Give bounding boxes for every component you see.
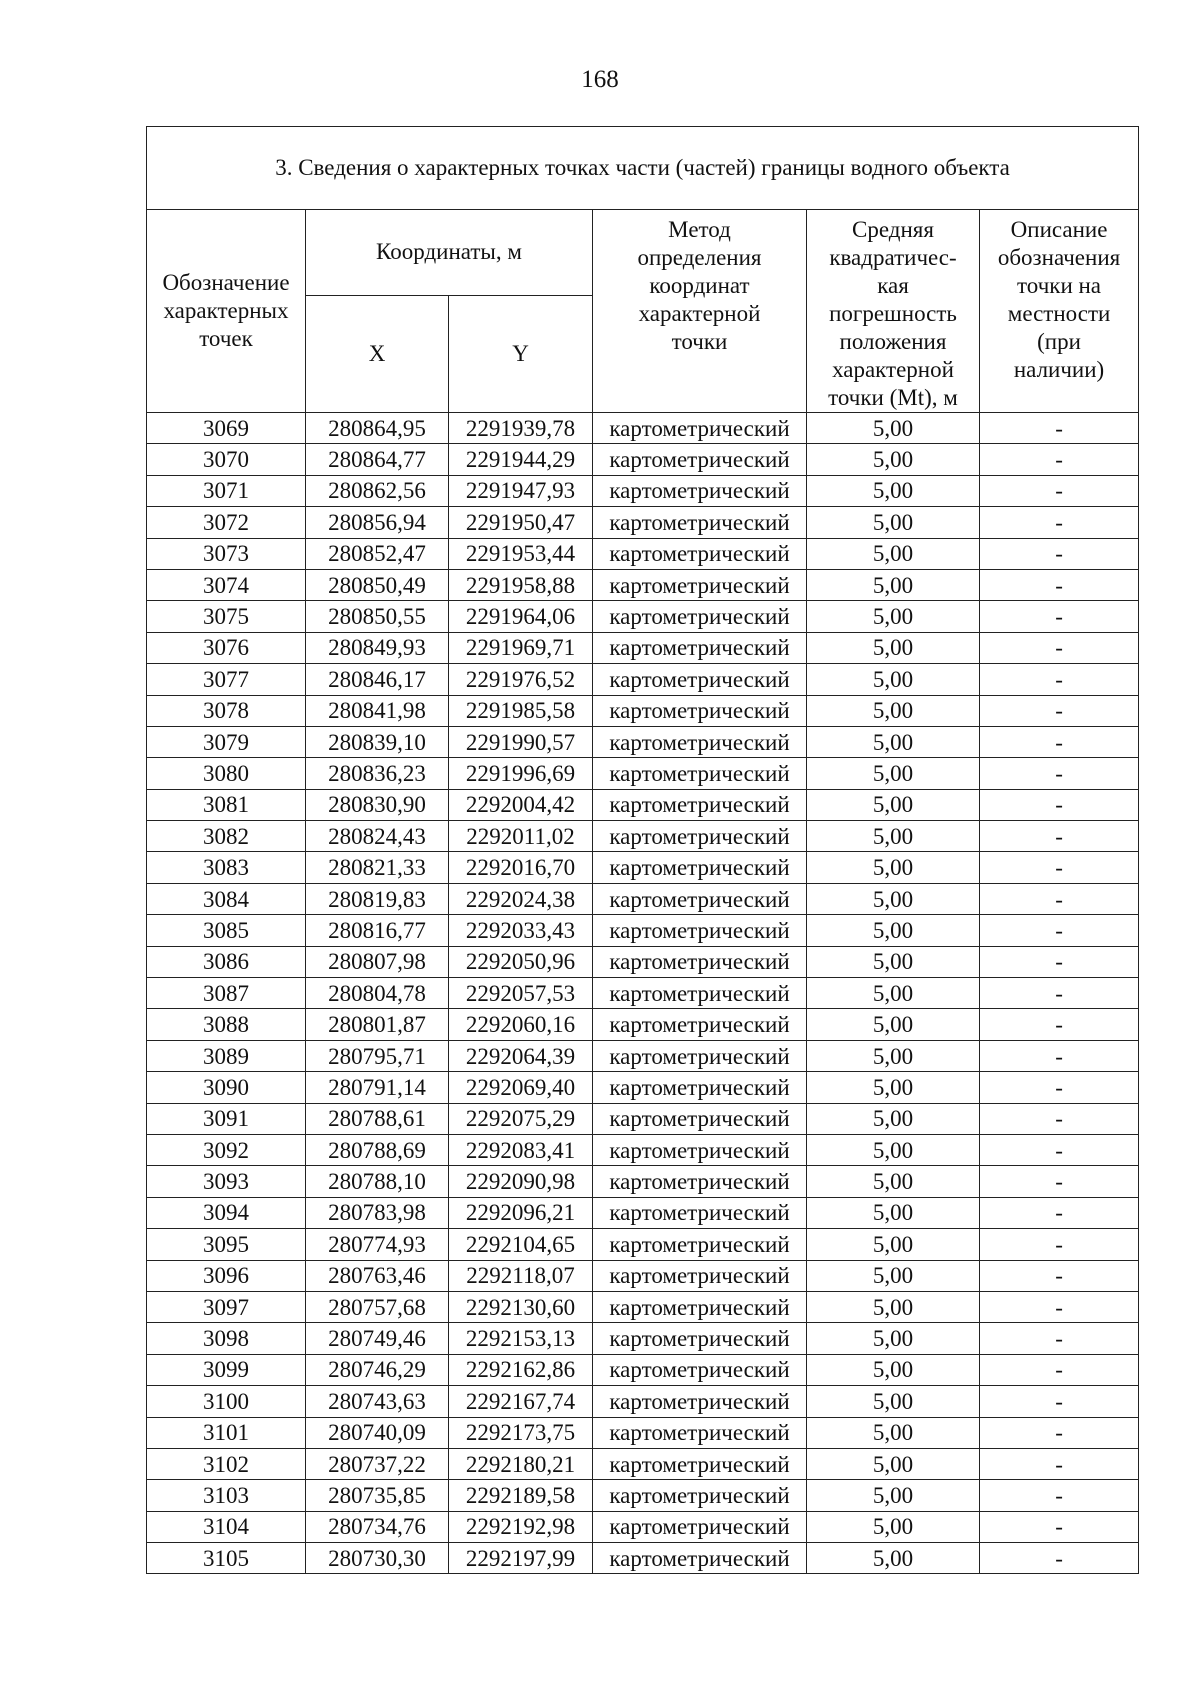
cell-description: - xyxy=(980,632,1139,663)
cell-description: - xyxy=(980,1040,1139,1071)
cell-method: картометрический xyxy=(593,475,807,506)
cell-method: картометрический xyxy=(593,1354,807,1385)
cell-description: - xyxy=(980,507,1139,538)
cell-y: 2292016,70 xyxy=(449,852,593,883)
cell-error: 5,00 xyxy=(807,883,980,914)
cell-method: картометрический xyxy=(593,978,807,1009)
header-description xyxy=(980,210,1139,413)
header-designation xyxy=(147,210,306,413)
table-row xyxy=(147,1448,1139,1479)
cell-description: - xyxy=(980,1543,1139,1574)
cell-description: - xyxy=(980,444,1139,475)
cell-description: - xyxy=(980,1166,1139,1197)
table-row xyxy=(147,1166,1139,1197)
cell-point-id: 3069 xyxy=(147,413,306,444)
table-row xyxy=(147,1040,1139,1071)
cell-x: 280850,49 xyxy=(306,569,449,600)
cell-error: 5,00 xyxy=(807,569,980,600)
cell-point-id: 3077 xyxy=(147,664,306,695)
table-row xyxy=(147,601,1139,632)
cell-y: 2291944,29 xyxy=(449,444,593,475)
cell-point-id: 3090 xyxy=(147,1072,306,1103)
header-method xyxy=(593,210,807,413)
cell-error: 5,00 xyxy=(807,1103,980,1134)
cell-description: - xyxy=(980,1417,1139,1448)
table-row xyxy=(147,413,1139,444)
cell-x: 280852,47 xyxy=(306,538,449,569)
cell-y: 2291990,57 xyxy=(449,726,593,757)
table-row xyxy=(147,1009,1139,1040)
cell-method: картометрический xyxy=(593,1448,807,1479)
cell-x: 280795,71 xyxy=(306,1040,449,1071)
cell-y: 2292011,02 xyxy=(449,821,593,852)
cell-y: 2292096,21 xyxy=(449,1197,593,1228)
cell-method: картометрический xyxy=(593,883,807,914)
cell-y: 2291964,06 xyxy=(449,601,593,632)
table-row xyxy=(147,1417,1139,1448)
cell-y: 2292050,96 xyxy=(449,946,593,977)
cell-error: 5,00 xyxy=(807,664,980,695)
header-x: X xyxy=(306,295,449,412)
cell-description: - xyxy=(980,946,1139,977)
cell-x: 280821,33 xyxy=(306,852,449,883)
cell-y: 2291958,88 xyxy=(449,569,593,600)
cell-point-id: 3093 xyxy=(147,1166,306,1197)
cell-x: 280757,68 xyxy=(306,1291,449,1322)
cell-y: 2292083,41 xyxy=(449,1134,593,1165)
cell-x: 280763,46 xyxy=(306,1260,449,1291)
header-row-1 xyxy=(147,210,1139,296)
cell-x: 280788,69 xyxy=(306,1134,449,1165)
table-row xyxy=(147,1260,1139,1291)
table-row xyxy=(147,1511,1139,1542)
cell-y: 2292069,40 xyxy=(449,1072,593,1103)
cell-method: картометрический xyxy=(593,1103,807,1134)
table-row xyxy=(147,538,1139,569)
cell-description: - xyxy=(980,569,1139,600)
cell-point-id: 3097 xyxy=(147,1291,306,1322)
table-row xyxy=(147,1354,1139,1385)
table-title-row xyxy=(147,127,1139,210)
cell-error: 5,00 xyxy=(807,1197,980,1228)
table-row xyxy=(147,1134,1139,1165)
cell-y: 2292192,98 xyxy=(449,1511,593,1542)
table-row xyxy=(147,1386,1139,1417)
table-row xyxy=(147,883,1139,914)
cell-description: - xyxy=(980,789,1139,820)
cell-description: - xyxy=(980,915,1139,946)
table-row xyxy=(147,507,1139,538)
header-designation-label: Обозначение характерных точек xyxy=(162,270,290,351)
cell-description: - xyxy=(980,821,1139,852)
cell-method: картометрический xyxy=(593,1040,807,1071)
cell-error: 5,00 xyxy=(807,1009,980,1040)
cell-y: 2292197,99 xyxy=(449,1543,593,1574)
table-row xyxy=(147,1229,1139,1260)
cell-point-id: 3089 xyxy=(147,1040,306,1071)
cell-method: картометрический xyxy=(593,1072,807,1103)
header-coordinates: Координаты, м xyxy=(306,210,593,296)
header-method-label: Метод определения координат характерной точки xyxy=(637,217,762,354)
cell-method: картометрический xyxy=(593,1134,807,1165)
cell-x: 280783,98 xyxy=(306,1197,449,1228)
table-row xyxy=(147,915,1139,946)
table-row xyxy=(147,664,1139,695)
cell-description: - xyxy=(980,1480,1139,1511)
cell-y: 2291976,52 xyxy=(449,664,593,695)
cell-point-id: 3098 xyxy=(147,1323,306,1354)
cell-error: 5,00 xyxy=(807,1323,980,1354)
cell-method: картометрический xyxy=(593,1229,807,1260)
cell-y: 2292004,42 xyxy=(449,789,593,820)
cell-method: картометрический xyxy=(593,444,807,475)
cell-x: 280743,63 xyxy=(306,1386,449,1417)
cell-method: картометрический xyxy=(593,915,807,946)
cell-description: - xyxy=(980,758,1139,789)
cell-point-id: 3070 xyxy=(147,444,306,475)
cell-x: 280830,90 xyxy=(306,789,449,820)
cell-error: 5,00 xyxy=(807,601,980,632)
cell-error: 5,00 xyxy=(807,978,980,1009)
cell-x: 280730,30 xyxy=(306,1543,449,1574)
cell-description: - xyxy=(980,1323,1139,1354)
cell-description: - xyxy=(980,978,1139,1009)
cell-error: 5,00 xyxy=(807,695,980,726)
cell-point-id: 3102 xyxy=(147,1448,306,1479)
table-row xyxy=(147,475,1139,506)
cell-error: 5,00 xyxy=(807,1386,980,1417)
table-row xyxy=(147,1072,1139,1103)
cell-x: 280850,55 xyxy=(306,601,449,632)
cell-y: 2292167,74 xyxy=(449,1386,593,1417)
cell-method: картометрический xyxy=(593,1543,807,1574)
cell-x: 280791,14 xyxy=(306,1072,449,1103)
cell-point-id: 3101 xyxy=(147,1417,306,1448)
cell-x: 280788,10 xyxy=(306,1166,449,1197)
cell-point-id: 3099 xyxy=(147,1354,306,1385)
cell-point-id: 3083 xyxy=(147,852,306,883)
cell-x: 280774,93 xyxy=(306,1229,449,1260)
cell-error: 5,00 xyxy=(807,1354,980,1385)
cell-x: 280862,56 xyxy=(306,475,449,506)
cell-x: 280864,77 xyxy=(306,444,449,475)
cell-point-id: 3071 xyxy=(147,475,306,506)
cell-x: 280735,85 xyxy=(306,1480,449,1511)
cell-point-id: 3081 xyxy=(147,789,306,820)
cell-point-id: 3100 xyxy=(147,1386,306,1417)
cell-x: 280816,77 xyxy=(306,915,449,946)
cell-x: 280740,09 xyxy=(306,1417,449,1448)
cell-y: 2292104,65 xyxy=(449,1229,593,1260)
cell-method: картометрический xyxy=(593,1417,807,1448)
cell-y: 2291947,93 xyxy=(449,475,593,506)
table-row xyxy=(147,1103,1139,1134)
cell-method: картометрический xyxy=(593,538,807,569)
cell-error: 5,00 xyxy=(807,789,980,820)
cell-error: 5,00 xyxy=(807,1291,980,1322)
cell-point-id: 3084 xyxy=(147,883,306,914)
cell-method: картометрический xyxy=(593,1511,807,1542)
cell-x: 280856,94 xyxy=(306,507,449,538)
cell-point-id: 3092 xyxy=(147,1134,306,1165)
cell-y: 2292118,07 xyxy=(449,1260,593,1291)
header-error xyxy=(807,210,980,413)
table-row xyxy=(147,632,1139,663)
cell-point-id: 3094 xyxy=(147,1197,306,1228)
cell-description: - xyxy=(980,538,1139,569)
cell-point-id: 3091 xyxy=(147,1103,306,1134)
table-row xyxy=(147,758,1139,789)
cell-method: картометрический xyxy=(593,758,807,789)
cell-point-id: 3088 xyxy=(147,1009,306,1040)
cell-point-id: 3096 xyxy=(147,1260,306,1291)
table-row xyxy=(147,789,1139,820)
header-error-label: Средняя квадратичес-кая погрешность положения характерной точки (Mt), м xyxy=(828,217,958,410)
cell-description: - xyxy=(980,1072,1139,1103)
cell-x: 280749,46 xyxy=(306,1323,449,1354)
cell-error: 5,00 xyxy=(807,507,980,538)
cell-description: - xyxy=(980,852,1139,883)
cell-y: 2291953,44 xyxy=(449,538,593,569)
cell-point-id: 3079 xyxy=(147,726,306,757)
cell-description: - xyxy=(980,1448,1139,1479)
cell-error: 5,00 xyxy=(807,1166,980,1197)
table-row xyxy=(147,1480,1139,1511)
boundary-points-table xyxy=(146,126,1139,1574)
cell-description: - xyxy=(980,1386,1139,1417)
cell-y: 2292064,39 xyxy=(449,1040,593,1071)
cell-method: картометрический xyxy=(593,1197,807,1228)
cell-y: 2292189,58 xyxy=(449,1480,593,1511)
cell-x: 280737,22 xyxy=(306,1448,449,1479)
cell-y: 2291985,58 xyxy=(449,695,593,726)
cell-description: - xyxy=(980,1511,1139,1542)
cell-x: 280849,93 xyxy=(306,632,449,663)
cell-point-id: 3104 xyxy=(147,1511,306,1542)
cell-error: 5,00 xyxy=(807,1511,980,1542)
cell-point-id: 3086 xyxy=(147,946,306,977)
cell-method: картометрический xyxy=(593,507,807,538)
cell-error: 5,00 xyxy=(807,1134,980,1165)
cell-description: - xyxy=(980,1354,1139,1385)
table-row xyxy=(147,1323,1139,1354)
page-number: 168 xyxy=(581,66,619,93)
cell-point-id: 3082 xyxy=(147,821,306,852)
cell-x: 280801,87 xyxy=(306,1009,449,1040)
cell-method: картометрический xyxy=(593,821,807,852)
cell-error: 5,00 xyxy=(807,1417,980,1448)
cell-point-id: 3072 xyxy=(147,507,306,538)
cell-error: 5,00 xyxy=(807,915,980,946)
cell-y: 2292153,13 xyxy=(449,1323,593,1354)
table-row xyxy=(147,852,1139,883)
cell-description: - xyxy=(980,664,1139,695)
cell-method: картометрический xyxy=(593,1480,807,1511)
cell-method: картометрический xyxy=(593,1323,807,1354)
cell-description: - xyxy=(980,601,1139,632)
cell-error: 5,00 xyxy=(807,1229,980,1260)
cell-point-id: 3076 xyxy=(147,632,306,663)
header-y: Y xyxy=(449,295,593,412)
cell-point-id: 3074 xyxy=(147,569,306,600)
cell-x: 280864,95 xyxy=(306,413,449,444)
cell-error: 5,00 xyxy=(807,852,980,883)
cell-method: картометрический xyxy=(593,601,807,632)
cell-error: 5,00 xyxy=(807,1543,980,1574)
cell-y: 2292162,86 xyxy=(449,1354,593,1385)
cell-point-id: 3075 xyxy=(147,601,306,632)
cell-method: картометрический xyxy=(593,1291,807,1322)
cell-method: картометрический xyxy=(593,1166,807,1197)
cell-x: 280836,23 xyxy=(306,758,449,789)
cell-error: 5,00 xyxy=(807,632,980,663)
table-row xyxy=(147,946,1139,977)
cell-method: картометрический xyxy=(593,852,807,883)
cell-method: картометрический xyxy=(593,789,807,820)
cell-y: 2292173,75 xyxy=(449,1417,593,1448)
cell-y: 2291950,47 xyxy=(449,507,593,538)
cell-point-id: 3103 xyxy=(147,1480,306,1511)
cell-description: - xyxy=(980,726,1139,757)
cell-method: картометрический xyxy=(593,695,807,726)
cell-method: картометрический xyxy=(593,664,807,695)
cell-description: - xyxy=(980,1103,1139,1134)
cell-point-id: 3078 xyxy=(147,695,306,726)
cell-x: 280734,76 xyxy=(306,1511,449,1542)
cell-error: 5,00 xyxy=(807,538,980,569)
cell-method: картометрический xyxy=(593,413,807,444)
cell-error: 5,00 xyxy=(807,1072,980,1103)
table-row xyxy=(147,726,1139,757)
cell-error: 5,00 xyxy=(807,475,980,506)
table-row xyxy=(147,978,1139,1009)
table-row xyxy=(147,1543,1139,1574)
table-body xyxy=(147,413,1139,1574)
cell-y: 2292090,98 xyxy=(449,1166,593,1197)
cell-description: - xyxy=(980,695,1139,726)
cell-point-id: 3085 xyxy=(147,915,306,946)
cell-point-id: 3095 xyxy=(147,1229,306,1260)
cell-method: картометрический xyxy=(593,632,807,663)
cell-point-id: 3105 xyxy=(147,1543,306,1574)
table-row xyxy=(147,1291,1139,1322)
cell-point-id: 3073 xyxy=(147,538,306,569)
cell-y: 2292057,53 xyxy=(449,978,593,1009)
header-description-label: Описание обозначения точки на местности (при наличии) xyxy=(997,217,1121,382)
cell-error: 5,00 xyxy=(807,726,980,757)
cell-error: 5,00 xyxy=(807,1040,980,1071)
cell-method: картометрический xyxy=(593,1386,807,1417)
cell-x: 280819,83 xyxy=(306,883,449,914)
cell-description: - xyxy=(980,475,1139,506)
cell-x: 280788,61 xyxy=(306,1103,449,1134)
cell-y: 2291939,78 xyxy=(449,413,593,444)
cell-point-id: 3080 xyxy=(147,758,306,789)
cell-error: 5,00 xyxy=(807,1480,980,1511)
cell-error: 5,00 xyxy=(807,821,980,852)
cell-method: картометрический xyxy=(593,569,807,600)
cell-description: - xyxy=(980,1291,1139,1322)
cell-x: 280846,17 xyxy=(306,664,449,695)
table-row xyxy=(147,821,1139,852)
cell-error: 5,00 xyxy=(807,1260,980,1291)
cell-y: 2292130,60 xyxy=(449,1291,593,1322)
cell-description: - xyxy=(980,413,1139,444)
cell-error: 5,00 xyxy=(807,946,980,977)
cell-description: - xyxy=(980,1009,1139,1040)
cell-description: - xyxy=(980,1260,1139,1291)
table-row xyxy=(147,569,1139,600)
cell-y: 2291969,71 xyxy=(449,632,593,663)
cell-description: - xyxy=(980,1134,1139,1165)
cell-y: 2292024,38 xyxy=(449,883,593,914)
cell-point-id: 3087 xyxy=(147,978,306,1009)
cell-error: 5,00 xyxy=(807,758,980,789)
cell-x: 280839,10 xyxy=(306,726,449,757)
cell-method: картометрический xyxy=(593,726,807,757)
cell-error: 5,00 xyxy=(807,444,980,475)
cell-description: - xyxy=(980,1229,1139,1260)
cell-x: 280746,29 xyxy=(306,1354,449,1385)
table-row xyxy=(147,444,1139,475)
cell-y: 2292075,29 xyxy=(449,1103,593,1134)
cell-description: - xyxy=(980,883,1139,914)
cell-error: 5,00 xyxy=(807,1448,980,1479)
cell-error: 5,00 xyxy=(807,413,980,444)
cell-x: 280804,78 xyxy=(306,978,449,1009)
cell-y: 2292033,43 xyxy=(449,915,593,946)
cell-x: 280824,43 xyxy=(306,821,449,852)
cell-method: картометрический xyxy=(593,1009,807,1040)
table-row xyxy=(147,1197,1139,1228)
cell-description: - xyxy=(980,1197,1139,1228)
section-title: 3. Сведения о характерных точках части (частей) границы водного объекта xyxy=(147,127,1139,210)
cell-method: картометрический xyxy=(593,1260,807,1291)
cell-y: 2292180,21 xyxy=(449,1448,593,1479)
cell-method: картометрический xyxy=(593,946,807,977)
cell-x: 280841,98 xyxy=(306,695,449,726)
cell-y: 2291996,69 xyxy=(449,758,593,789)
table-row xyxy=(147,695,1139,726)
cell-x: 280807,98 xyxy=(306,946,449,977)
cell-y: 2292060,16 xyxy=(449,1009,593,1040)
